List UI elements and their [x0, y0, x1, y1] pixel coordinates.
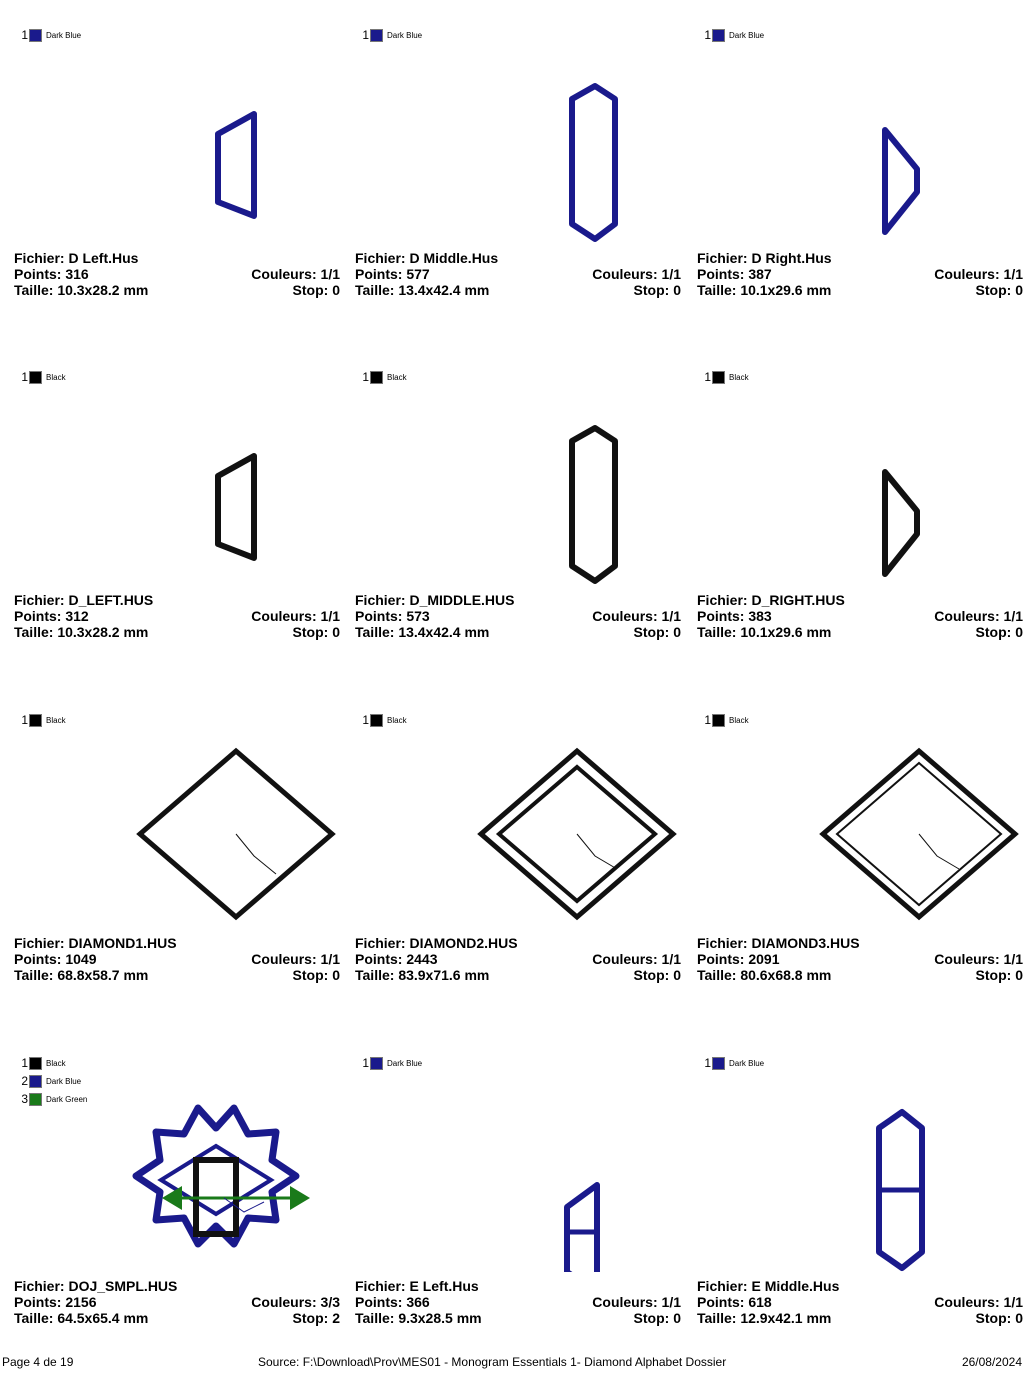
color-legend: [703, 26, 764, 44]
color-swatch-row: [20, 1090, 87, 1108]
swatch-number: 1: [362, 713, 369, 727]
design-card: [697, 368, 1024, 698]
design-size: Taille: 9.3x28.5 mm: [355, 1310, 482, 1326]
swatch-number: 3: [21, 1092, 28, 1106]
swatch-number: 1: [704, 28, 711, 42]
file-name: Fichier: DIAMOND3.HUS: [697, 935, 860, 951]
swatch-color-box: [370, 714, 383, 727]
swatch-color-name: Dark Blue: [46, 30, 82, 40]
swatch-color-name: Black: [387, 715, 407, 725]
color-swatch-row: [703, 26, 764, 44]
design-size: Taille: 13.4x42.4 mm: [355, 624, 490, 640]
design-size: Taille: 13.4x42.4 mm: [355, 282, 490, 298]
color-swatch-row: [20, 26, 81, 44]
points-count: Points: 312: [14, 608, 89, 624]
color-swatch-row: [703, 1054, 764, 1072]
embroidery-preview: [114, 729, 344, 929]
swatch-color-name: Dark Blue: [729, 30, 765, 40]
file-name: Fichier: DOJ_SMPL.HUS: [14, 1278, 178, 1294]
color-swatch-row: [361, 711, 407, 729]
swatch-color-box: [29, 371, 42, 384]
stop-count: Stop: 0: [975, 282, 1023, 298]
stop-count: Stop: 2: [292, 1310, 340, 1326]
swatch-number: 1: [362, 370, 369, 384]
color-legend: [20, 1054, 87, 1108]
points-count: Points: 618: [697, 1294, 772, 1310]
swatch-color-name: Dark Blue: [729, 1058, 765, 1068]
colors-count: Couleurs: 3/3: [251, 1294, 340, 1310]
swatch-number: 1: [21, 1056, 28, 1070]
colors-count: Couleurs: 1/1: [934, 266, 1023, 282]
swatch-color-name: Black: [729, 715, 749, 725]
swatch-number: 1: [21, 370, 28, 384]
design-size: Taille: 10.3x28.2 mm: [14, 282, 149, 298]
embroidery-preview: [114, 386, 344, 586]
swatch-color-box: [712, 371, 725, 384]
color-swatch-row: [703, 368, 749, 386]
colors-count: Couleurs: 1/1: [251, 951, 340, 967]
design-size: Taille: 64.5x65.4 mm: [14, 1310, 149, 1326]
points-count: Points: 573: [355, 608, 430, 624]
design-card: [14, 368, 344, 698]
embroidery-preview: [114, 1072, 344, 1272]
stop-count: Stop: 0: [633, 282, 681, 298]
swatch-color-name: Black: [46, 715, 66, 725]
design-card: [355, 26, 685, 356]
swatch-color-name: Black: [387, 372, 407, 382]
swatch-color-box: [370, 371, 383, 384]
design-card: [14, 711, 344, 1041]
swatch-color-box: [712, 29, 725, 42]
embroidery-preview: [455, 1072, 685, 1272]
swatch-number: 2: [21, 1074, 28, 1088]
swatch-number: 1: [704, 1056, 711, 1070]
swatch-color-box: [29, 1093, 42, 1106]
swatch-color-box: [712, 714, 725, 727]
swatch-color-name: Black: [729, 372, 749, 382]
design-info: [355, 592, 681, 640]
file-name: Fichier: D_RIGHT.HUS: [697, 592, 845, 608]
design-card: [355, 1054, 685, 1384]
design-info: [14, 250, 340, 298]
color-swatch-row: [20, 368, 66, 386]
color-legend: [361, 1054, 422, 1072]
stop-count: Stop: 0: [633, 624, 681, 640]
design-card: [14, 1054, 344, 1384]
swatch-color-name: Dark Blue: [387, 1058, 423, 1068]
design-info: [697, 935, 1023, 983]
points-count: Points: 577: [355, 266, 430, 282]
swatch-color-box: [712, 1057, 725, 1070]
design-info: [14, 592, 340, 640]
print-date: 26/08/2024: [961, 1355, 1022, 1369]
embroidery-preview: [797, 1072, 1024, 1272]
file-name: Fichier: D Right.Hus: [697, 250, 832, 266]
design-info: [14, 935, 340, 983]
design-card: [14, 26, 344, 356]
file-name: Fichier: D_LEFT.HUS: [14, 592, 154, 608]
swatch-number: 1: [21, 713, 28, 727]
file-name: Fichier: E Left.Hus: [355, 1278, 479, 1294]
points-count: Points: 2091: [697, 951, 780, 967]
color-legend: [20, 26, 81, 44]
color-legend: [703, 711, 749, 729]
color-swatch-row: [20, 711, 66, 729]
embroidery-preview: [797, 729, 1024, 929]
colors-count: Couleurs: 1/1: [592, 266, 681, 282]
swatch-color-box: [29, 1057, 42, 1070]
colors-count: Couleurs: 1/1: [934, 1294, 1023, 1310]
design-info: [355, 250, 681, 298]
swatch-number: 1: [362, 1056, 369, 1070]
embroidery-preview: [114, 44, 344, 244]
design-size: Taille: 12.9x42.1 mm: [697, 1310, 832, 1326]
color-legend: [361, 26, 422, 44]
swatch-number: 1: [362, 28, 369, 42]
design-size: Taille: 80.6x68.8 mm: [697, 967, 832, 983]
points-count: Points: 2156: [14, 1294, 97, 1310]
design-info: [355, 1278, 681, 1326]
points-count: Points: 2443: [355, 951, 438, 967]
stop-count: Stop: 0: [975, 1310, 1023, 1326]
color-legend: [361, 711, 407, 729]
file-name: Fichier: DIAMOND2.HUS: [355, 935, 518, 951]
design-size: Taille: 83.9x71.6 mm: [355, 967, 490, 983]
colors-count: Couleurs: 1/1: [934, 608, 1023, 624]
points-count: Points: 316: [14, 266, 89, 282]
source-path: Source: F:\Download\Prov\MES01 - Monogram Essentials 1- Diamond Alphabet Dossier: [258, 1355, 727, 1369]
color-legend: [20, 711, 66, 729]
design-card: [697, 1054, 1024, 1384]
color-legend: [703, 1054, 764, 1072]
embroidery-preview: [455, 729, 685, 929]
stop-count: Stop: 0: [975, 967, 1023, 983]
swatch-number: 1: [704, 713, 711, 727]
swatch-color-name: Dark Green: [46, 1094, 88, 1104]
file-name: Fichier: D Left.Hus: [14, 250, 139, 266]
design-card: [697, 711, 1024, 1041]
file-name: Fichier: DIAMOND1.HUS: [14, 935, 177, 951]
points-count: Points: 366: [355, 1294, 430, 1310]
colors-count: Couleurs: 1/1: [592, 1294, 681, 1310]
swatch-color-box: [29, 1075, 42, 1088]
color-swatch-row: [361, 368, 407, 386]
color-legend: [20, 368, 66, 386]
swatch-color-box: [370, 1057, 383, 1070]
colors-count: Couleurs: 1/1: [251, 608, 340, 624]
color-swatch-row: [361, 1054, 422, 1072]
page-number: Page 4 de 19: [2, 1355, 74, 1369]
swatch-color-box: [29, 714, 42, 727]
points-count: Points: 387: [697, 266, 772, 282]
design-size: Taille: 68.8x58.7 mm: [14, 967, 149, 983]
file-name: Fichier: E Middle.Hus: [697, 1278, 840, 1294]
colors-count: Couleurs: 1/1: [592, 608, 681, 624]
stop-count: Stop: 0: [292, 967, 340, 983]
swatch-color-name: Black: [46, 1058, 66, 1068]
embroidery-preview: [455, 386, 685, 586]
stop-count: Stop: 0: [975, 624, 1023, 640]
swatch-color-box: [29, 29, 42, 42]
color-swatch-row: [20, 1054, 87, 1072]
design-info: [697, 250, 1023, 298]
design-info: [355, 935, 681, 983]
color-swatch-row: [703, 711, 749, 729]
embroidery-preview: [797, 44, 1024, 244]
stop-count: Stop: 0: [292, 624, 340, 640]
design-info: [697, 592, 1023, 640]
points-count: Points: 1049: [14, 951, 97, 967]
swatch-color-name: Black: [46, 372, 66, 382]
colors-count: Couleurs: 1/1: [592, 951, 681, 967]
swatch-color-name: Dark Blue: [387, 30, 423, 40]
design-card: [355, 368, 685, 698]
embroidery-preview: [797, 386, 1024, 586]
design-card: [355, 711, 685, 1041]
stop-count: Stop: 0: [292, 282, 340, 298]
swatch-number: 1: [21, 28, 28, 42]
color-swatch-row: [361, 26, 422, 44]
color-swatch-row: [20, 1072, 87, 1090]
design-card: [697, 26, 1024, 356]
stop-count: Stop: 0: [633, 967, 681, 983]
points-count: Points: 383: [697, 608, 772, 624]
design-size: Taille: 10.3x28.2 mm: [14, 624, 149, 640]
embroidery-preview: [455, 44, 685, 244]
colors-count: Couleurs: 1/1: [251, 266, 340, 282]
swatch-number: 1: [704, 370, 711, 384]
file-name: Fichier: D_MIDDLE.HUS: [355, 592, 515, 608]
color-legend: [361, 368, 407, 386]
swatch-color-name: Dark Blue: [46, 1076, 82, 1086]
color-legend: [703, 368, 749, 386]
design-size: Taille: 10.1x29.6 mm: [697, 624, 832, 640]
design-info: [14, 1278, 340, 1326]
swatch-color-box: [370, 29, 383, 42]
file-name: Fichier: D Middle.Hus: [355, 250, 499, 266]
stop-count: Stop: 0: [633, 1310, 681, 1326]
design-size: Taille: 10.1x29.6 mm: [697, 282, 832, 298]
design-info: [697, 1278, 1023, 1326]
colors-count: Couleurs: 1/1: [934, 951, 1023, 967]
